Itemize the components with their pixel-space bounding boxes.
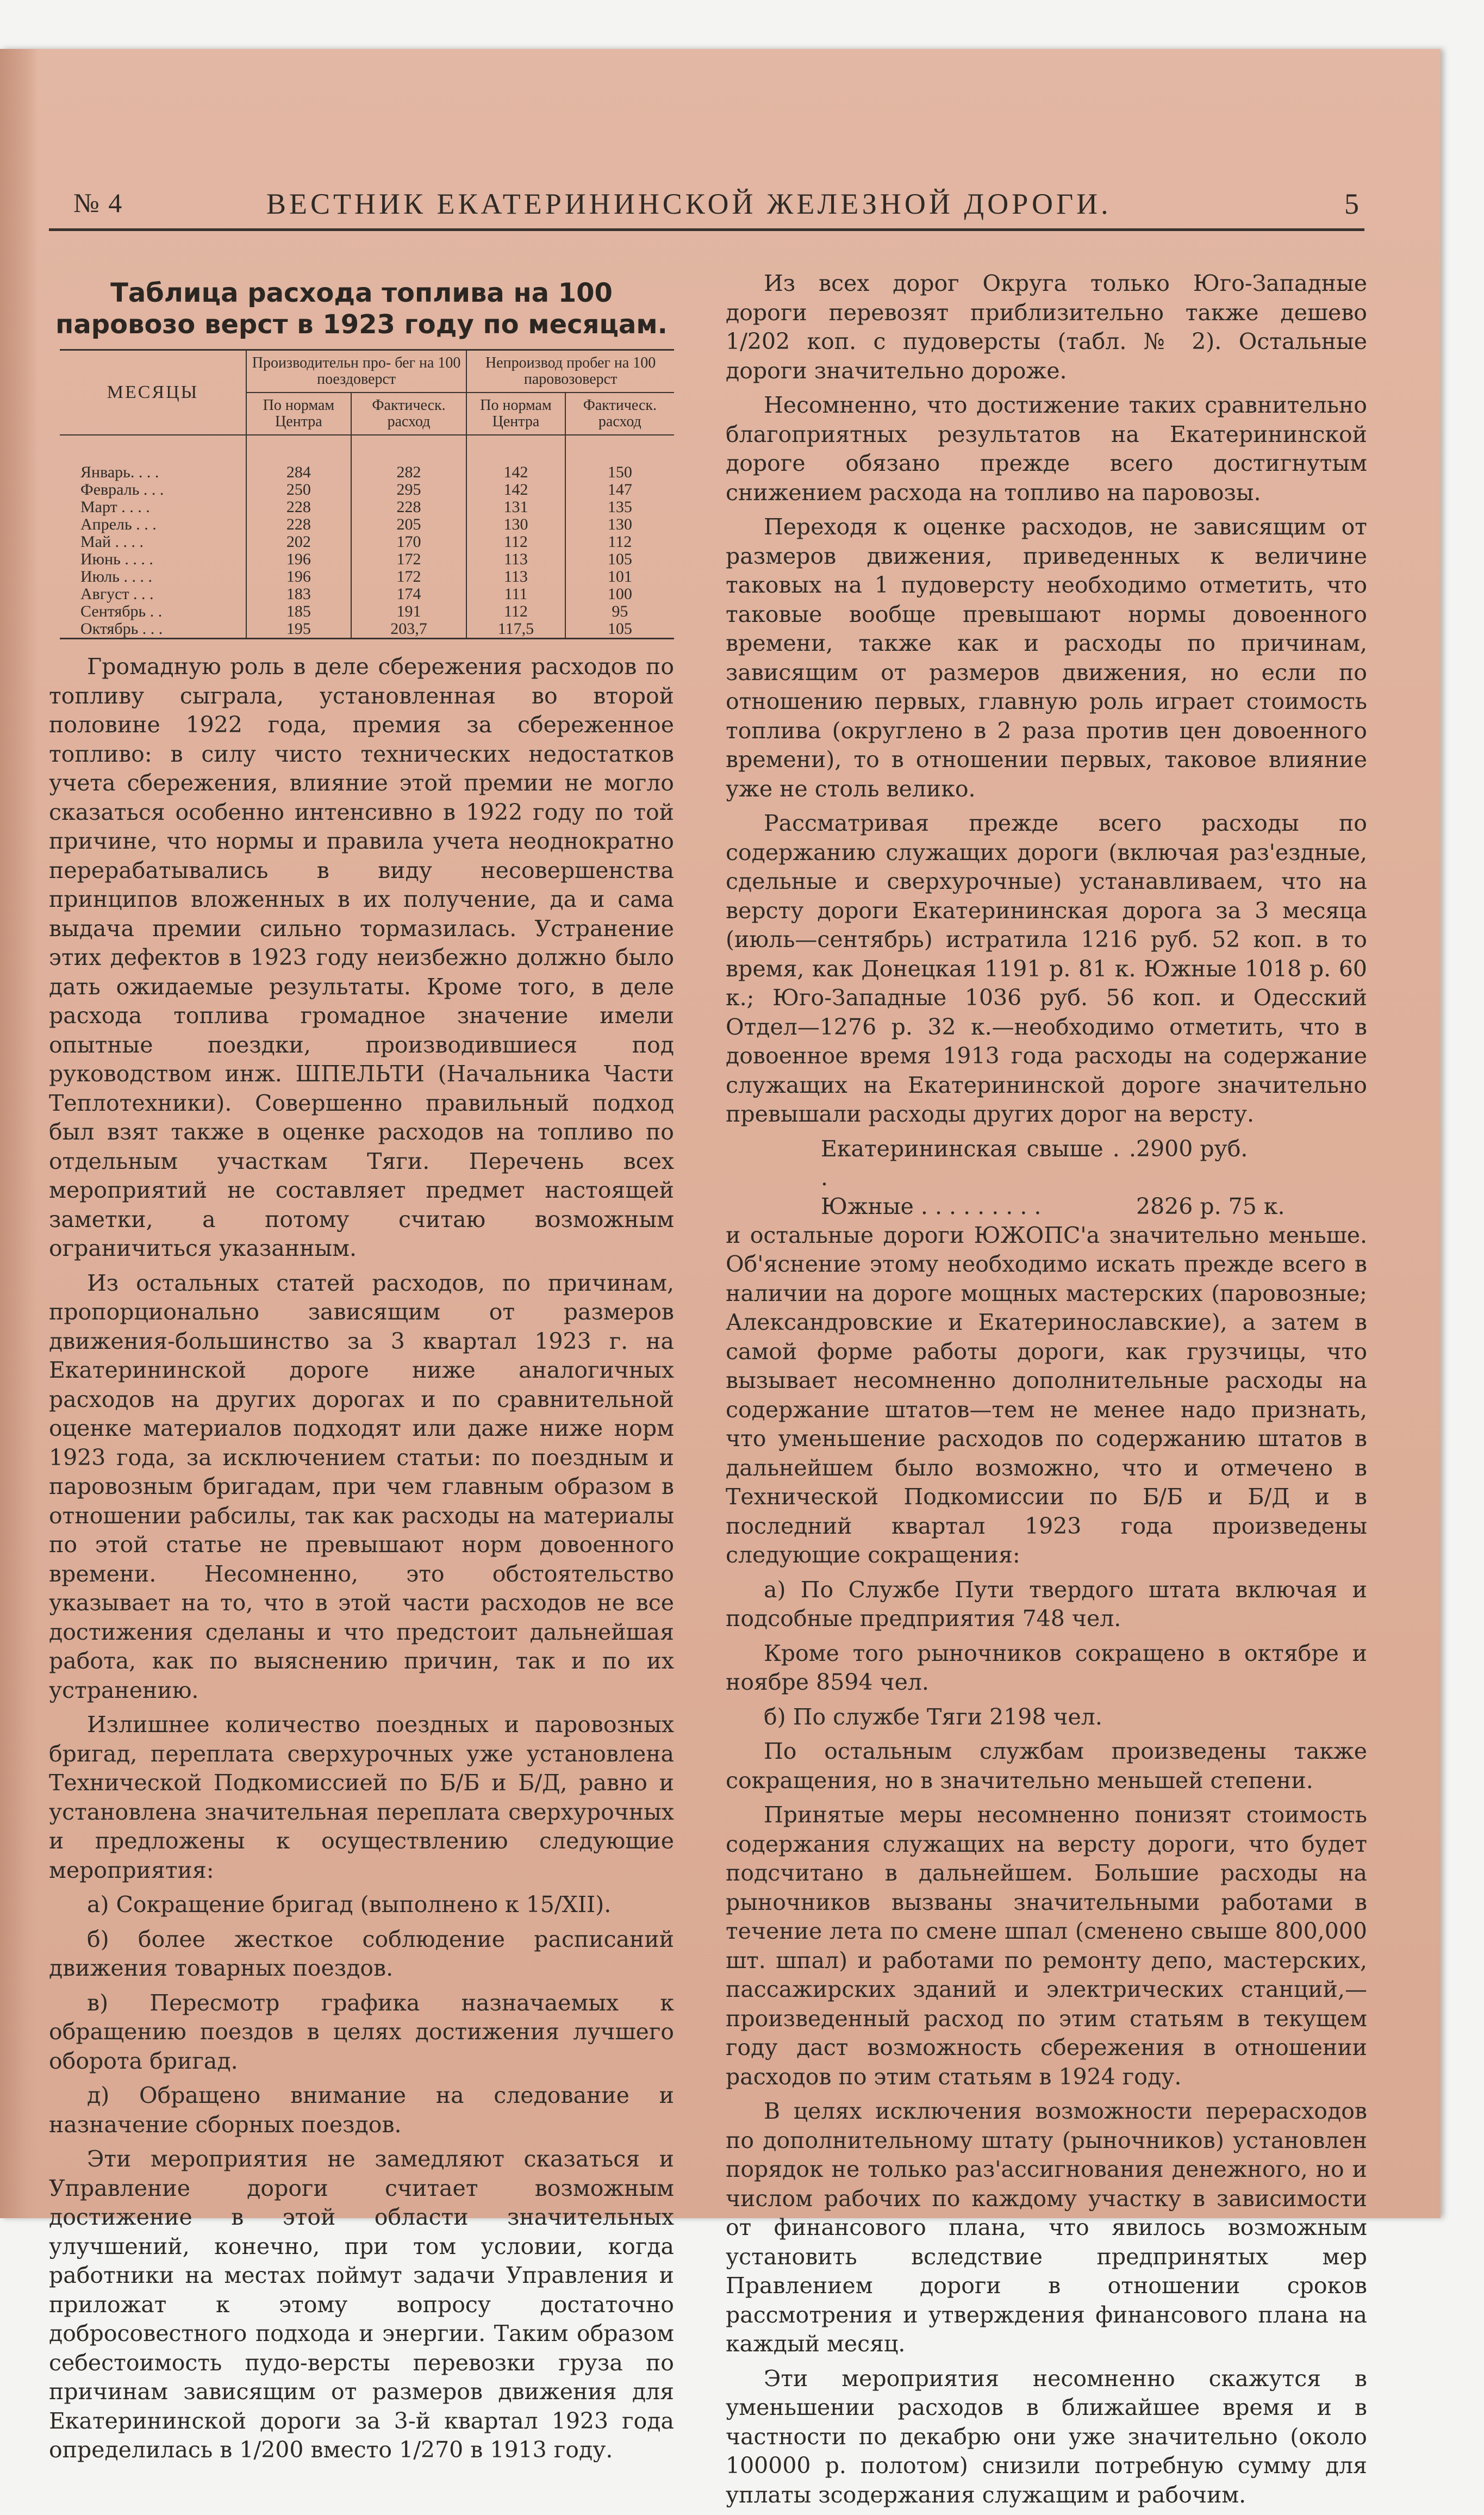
table-title: Таблица расхода топлива на 100 паровозо верст в 1923 году по месяцам.: [55, 278, 668, 340]
table-row: [60, 464, 674, 481]
table-cell-value: 130: [466, 516, 565, 533]
table-subheader-fact: Фактическ. расход: [351, 393, 466, 435]
list-item: а) Сокращение бригад (выполнено к 15/XII).: [87, 1891, 612, 1918]
paragraph: Из остальных статей расходов, по причинам, пропорционально зависящим от размеров движения-большинство за 3 квартал 1923 г. на Екатерининской дороге ниже аналогичных расходов на других дорогах и по сравнительной оценке материалов подходят или даже ниже норм 1923 года, за исключением статьи: по поездным и паровозным бригадам, при чем главным образом в отношении рабсилы, так как расходы на материалы по этой статье не превышают норм довоенного времени. Несомненно, это обстоятельство указывает на то, что в этой части расходов не все достижения сделаны и что предстоит дальнейшая работа, как по выяснению причин, так и по их устранению.: [49, 1269, 674, 1703]
table-cell-value: 130: [565, 516, 674, 533]
summary-line: [726, 1192, 1367, 1221]
table-cell-value: 172: [351, 551, 466, 568]
table-row: [60, 586, 674, 603]
table-cell-month: Март . . . .: [80, 498, 150, 516]
table-cell-month: Октябрь . . .: [80, 620, 163, 638]
table-row: [60, 481, 674, 499]
table-cell-value: 196: [246, 568, 351, 586]
table-cell-value: 117,5: [466, 620, 565, 639]
table-row: [60, 499, 674, 516]
table-header-months: МЕСЯЦЫ: [60, 350, 246, 435]
list-item: а) По Службе Пути твердого штата включая и подсобные предприятия 748 чел.: [726, 1576, 1367, 1632]
summary-line: [726, 1135, 1367, 1192]
paragraph: Из всех дорог Округа только Юго-Западные дороги перевозят приблизительно также дешево 1/202 коп. с пудоверсты (табл. № 2). Остальные дороги значительно дороже.: [726, 270, 1367, 384]
table-cell-value: 131: [466, 499, 565, 516]
table-cell-value: 174: [351, 586, 466, 603]
table-cell-value: 284: [246, 464, 351, 481]
table-row: [60, 620, 674, 639]
table-cell-month: Сентябрь . .: [80, 602, 163, 620]
publication-title: ВЕСТНИК ЕКАТЕРИНИНСКОЙ ЖЕЛЕЗНОЙ ДОРОГИ.: [266, 188, 1112, 220]
table-cell-value: 205: [351, 516, 466, 533]
table-cell-value: 95: [565, 603, 674, 620]
table-cell-value: 183: [246, 586, 351, 603]
table-cell-value: 111: [466, 586, 565, 603]
list-item: б) По службе Тяги 2198 чел.: [764, 1703, 1102, 1730]
paragraph: Рассматривая прежде всего расходы по содержанию служащих дороги (включая раз'ездные, сдельные и сверхурочные) устанавливаем, что на версту дороги Екатерининская дорога за 3 месяца (июль—сентябрь) истратила 1216 руб. 52 коп. в то время, как Донецкая 1191 р. 81 к. Южные 1018 р. 60 к.; Юго-Западные 1036 руб. 56 коп. и Одесский Отдел—1276 р. 32 к.—необходимо отметить, что в довоенное время 1913 года расходы на содержание служащих на Екатерининской дороге значительно превышали расходы других дорог на версту.: [726, 810, 1367, 1127]
table-subheader-norm: По нормам Центра: [246, 393, 351, 435]
summary-value: 2900 руб.: [1136, 1135, 1248, 1162]
table-cell-value: 135: [565, 499, 674, 516]
table-cell-value: 113: [466, 568, 565, 586]
table-cell-value: 196: [246, 551, 351, 568]
table-cell-value: 112: [466, 603, 565, 620]
table-cell-month: Февраль . . .: [80, 481, 164, 499]
table-cell-value: 250: [246, 481, 351, 499]
table-cell-value: 105: [565, 620, 674, 639]
table-cell-value: 105: [565, 551, 674, 568]
table-cell-value: 282: [351, 464, 466, 481]
paragraph: Эти мероприятия не замедляют сказаться и Управление дороги считает возможным достижение в этой области значительных улучшений, конечно, при том условии, когда работники на местах поймут задачи Управления и приложат к этому вопросу достаточно добросовестного подхода и энергии. Таким образом себестоимость пудо-версты перевозки груза по причинам зависящим от размеров движения для Екатерининской дороги за 3-й квартал 1923 года определилась в 1/200 вместо 1/270 в 1913 году.: [49, 2146, 674, 2463]
fuel-table: [60, 349, 674, 639]
table-cell-value: 101: [565, 568, 674, 586]
paragraph: По остальным службам произведены также сокращения, но в значительно меньшей степени.: [726, 1738, 1367, 1794]
table-cell-value: 112: [466, 533, 565, 551]
paragraph: Громадную роль в деле сбережения расходов по топливу сыграла, установленная во второй половине 1922 года, премия за сбереженное топливо: в силу чисто технических недостатков учета сбережения, влияние этой премии не могло сказаться особенно интенсивно в 1922 году по той причине, что нормы и правила учета неоднократно перерабатывались в виду несовершенства принципов вложенных в их получение, да и сама выдача премии сильно тормазилась. Устранение этих дефектов в 1923 году неизбежно должно было дать ожидаемые результаты. Кроме того, в деле расхода топлива громадное значение имели опытные поездки, производившиеся под руководством инж. ШПЕЛЬТИ (Начальника Части Теплотехники). Совершенно правильный подход был взят также в оценке расходов на топливо по отдельным участкам Тяги. Перечень всех мероприятий не составляет предмет настоящей заметки, а потому считаю возможным ограничиться указанным.: [49, 653, 674, 1261]
paragraph: Кроме того рыночников сокращено в октябре и ноябре 8594 чел.: [726, 1640, 1367, 1695]
table-header-unproductive: Непроизвод пробег на 100 паровозоверст: [466, 350, 674, 393]
table-cell-value: 150: [565, 464, 674, 481]
paragraph: Принятые меры несомненно понизят стоимость содержания служащих на версту дороги, что будет подсчитано в дальнейшем. Большие расходы на рыночников вызваны значительными работами в течение лета по смене шпал (сменено свыше 800,000 шт. шпал) и работами по ремонту депо, мастерских, пассажирских зданий и электрических станций,—произведенный расход по этим статьям в текущем году даст возможность сбережения в отношении расходов по этим статьям в 1924 году.: [726, 1802, 1367, 2090]
page-number: 5: [1344, 188, 1359, 220]
table-cell-value: 295: [351, 481, 466, 499]
table-cell-value: 172: [351, 568, 466, 586]
table-row: [60, 516, 674, 533]
table-cell-month: Июнь . . . .: [80, 550, 153, 568]
table-header-productive: Производительн про- бег на 100 поездоверст: [246, 350, 466, 393]
page-fold-shadow: [0, 49, 38, 2218]
table-cell-value: 185: [246, 603, 351, 620]
table-cell-value: 112: [565, 533, 674, 551]
table-cell-month: Май . . . .: [80, 533, 144, 551]
list-item: д) Обращено внимание на следование и назначение сборных поездов.: [49, 2082, 674, 2138]
newspaper-page: [0, 49, 1441, 2508]
table-cell-value: 195: [246, 620, 351, 639]
list-item: б) более жесткое соблюдение расписаний движения товарных поездов.: [49, 1926, 674, 1981]
table-cell-value: 100: [565, 586, 674, 603]
table-cell-value: 142: [466, 464, 565, 481]
summary-label: Южные . . . . . . . . .: [821, 1193, 1042, 1219]
table-cell-value: 147: [565, 481, 674, 499]
paragraph: Эти мероприятия несомненно скажутся в уменьшении расходов в ближайшее время и в частности по декабрю они уже значительно (около 100000 р. полотом) снизили потребную сумму для уплаты зсодержания служащим и рабочим.: [726, 2365, 1367, 2508]
table-cell-value: 228: [246, 516, 351, 533]
table-subheader-fact: Фактическ. расход: [565, 393, 674, 435]
right-column: [726, 269, 1367, 2515]
table-subheader-norm: По нормам Центра: [466, 393, 565, 435]
table-cell-value: 203,7: [351, 620, 466, 639]
table-cell-month: Август . . .: [80, 585, 154, 603]
table-row: [60, 603, 674, 620]
paragraph: В целях исключения возможности перерасходов по дополнительному штату (рыночников) установлен порядок не только раз'ассигнования денежного, но и числом рабочих по каждому участку в зависимости от финансового плана, что явилось возможным установить вследствие предпринятых мер Правлением дороги в отношении сроков рассмотрения и утверждения финансового плана на каждый месяц.: [726, 2098, 1367, 2357]
table-cell-month: Апрель . . .: [80, 515, 157, 533]
table-cell-value: 191: [351, 603, 466, 620]
table-cell-value: 228: [351, 499, 466, 516]
summary-label: Екатерининская свыше . . .: [821, 1135, 1136, 1191]
table-row: [60, 568, 674, 586]
table-cell-value: 142: [466, 481, 565, 499]
summary-value: 2826 р. 75 к.: [1136, 1193, 1285, 1219]
issue-number: № 4: [73, 188, 123, 218]
table-body: [60, 435, 674, 639]
table-cell-month: Январь. . . .: [80, 463, 159, 481]
page-header: [49, 169, 1364, 231]
paragraph: Несомненно, что достижение таких сравнительно благоприятных результатов на Екатерининской дороге обязано прежде всего достигнутым снижением расхода на топливо на паровозы.: [726, 392, 1367, 506]
table-cell-value: 113: [466, 551, 565, 568]
paragraph: Излишнее количество поездных и паровозных бригад, переплата сверхурочных уже установлена Технической Подкомиссией по Б/Б и Б/Д, равно и установлена значительная переплата сверхурочных и предложены к осуществлению следующие мероприятия:: [49, 1711, 674, 1883]
left-column: [49, 277, 674, 2470]
table-row: [60, 551, 674, 568]
table-cell-value: 202: [246, 533, 351, 551]
paragraph: и остальные дороги ЮЖОПС'а значительно меньше. Об'яснение этому необходимо искать прежде всего в наличии на дороге мощных мастерских (паровозные; Александровские и Екатеринославские), а затем в самой форме работы дороги, как грузчицы, что вызывает несомненно дополнительные расходы на содержание штатов—тем не менее надо признать, что уменьшение расходов по содержанию штатов в дальнейшем было возможно, что и отмечено в Технической Подкомиссии по Б/Б и Б/Д и в последний квартал 1923 года произведены следующие сокращения:: [726, 1222, 1367, 1568]
table-cell-value: 228: [246, 499, 351, 516]
table-cell-value: 170: [351, 533, 466, 551]
table-row: [60, 533, 674, 551]
paragraph: Переходя к оценке расходов, не зависящим от размеров движения, приведенных к величине таковых на 1 пудоверсту необходимо отметить, что таковые вообще превышают нормы довоенного времени, также как и расходы по причинам, зависящим от размеров движения, но если по отношению первых, главную роль играет стоимость топлива (округлено в 2 раза против цен довоенного времени), то в отношении первых, таковое влияние уже не столь велико.: [726, 514, 1367, 802]
list-item: в) Пересмотр графика назначаемых к обращению поездов в целях достижения лучшего оборота бригад.: [49, 1989, 674, 2074]
table-cell-month: Июль . . . .: [80, 568, 152, 586]
